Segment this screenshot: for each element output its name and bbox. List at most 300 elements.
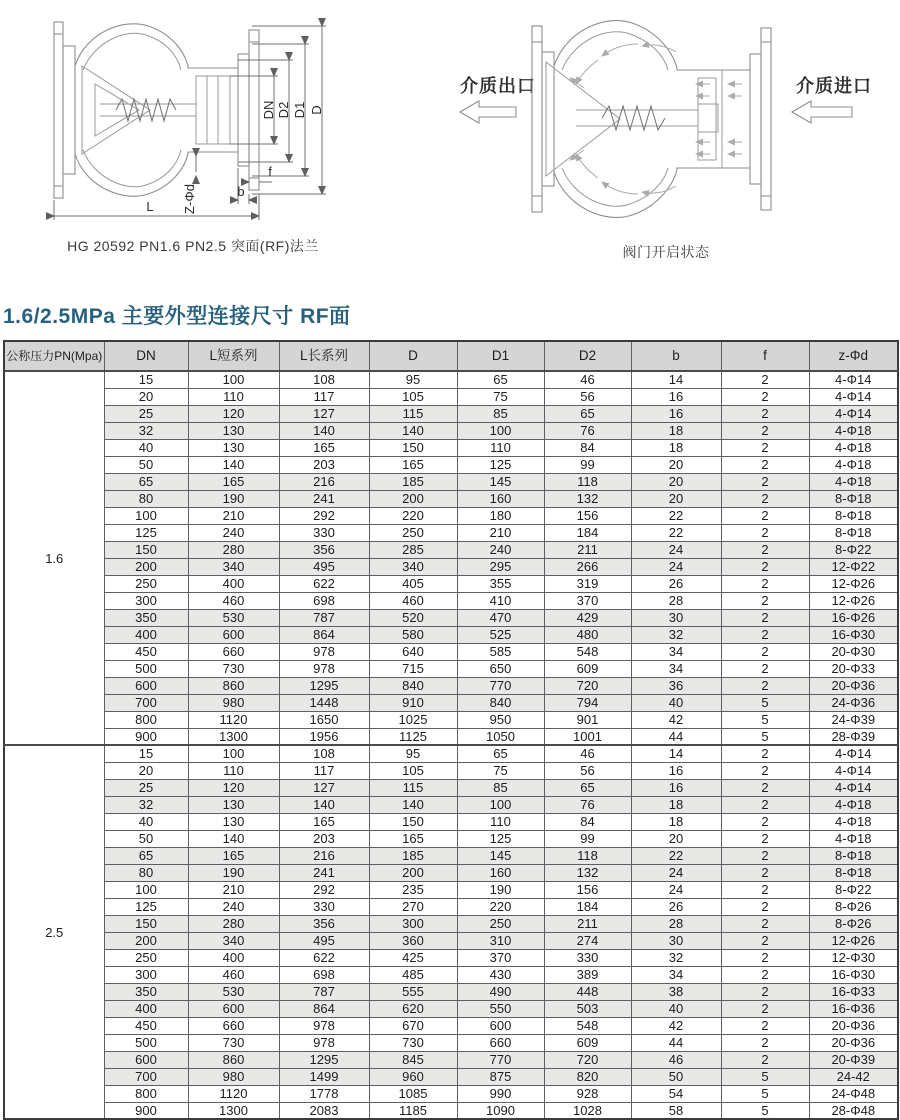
table-cell: 24-Φ36 [809,694,898,711]
table-cell: 978 [279,1034,369,1051]
table-cell: 127 [279,779,369,796]
table-cell: 2 [721,1051,809,1068]
table-cell: 450 [104,643,188,660]
table-cell: 216 [279,473,369,490]
outlet-label: 介质出口 [460,76,536,96]
table-cell: 270 [369,898,457,915]
table-cell: 600 [104,677,188,694]
table-cell: 22 [631,507,721,524]
inlet-arrow-icon [792,101,852,123]
table-cell: 165 [188,473,279,490]
table-cell: 160 [457,490,544,507]
table-cell: 203 [279,456,369,473]
table-cell: 8-Φ18 [809,507,898,524]
table-cell: 500 [104,660,188,677]
inlet-label-group [792,75,872,123]
table-cell: 5 [721,1085,809,1102]
table-cell: 16 [631,762,721,779]
table-cell: 800 [104,711,188,728]
table-cell: 600 [457,1017,544,1034]
table-cell: 730 [188,660,279,677]
table-cell: 845 [369,1051,457,1068]
table-cell: 115 [369,405,457,422]
table-cell: 241 [279,864,369,881]
table-cell: 2 [721,932,809,949]
table-cell: 100 [188,745,279,762]
table-cell: 20 [631,456,721,473]
table-cell: 860 [188,1051,279,1068]
table-cell: 24 [631,864,721,881]
table-cell: 650 [457,660,544,677]
table-cell: 410 [457,592,544,609]
table-cell: 2 [721,830,809,847]
table-cell: 4-Φ18 [809,830,898,847]
table-cell: 18 [631,422,721,439]
table-cell: 548 [544,643,631,660]
table-cell: 216 [279,847,369,864]
dim-label-d1: D1 [292,101,307,119]
dim-label-dn: DN [261,100,276,120]
table-cell: 100 [104,881,188,898]
table-cell: 20 [104,388,188,405]
table-cell: 110 [457,813,544,830]
table-cell: 16-Φ36 [809,1000,898,1017]
table-row [4,1085,898,1102]
table-cell: 46 [544,371,631,388]
table-cell: 190 [188,864,279,881]
table-cell: 235 [369,881,457,898]
table-cell: 8-Φ18 [809,490,898,507]
valve-internals [82,66,196,154]
table-cell: 8-Φ26 [809,898,898,915]
table-cell: 2 [721,490,809,507]
table-cell: 292 [279,881,369,898]
table-cell: 2 [721,898,809,915]
table-cell: 44 [631,1034,721,1051]
table-cell: 5 [721,1102,809,1119]
table-cell: 34 [631,643,721,660]
table-cell: 46 [631,1051,721,1068]
table-row [4,575,898,592]
outlet-arrow-icon [460,101,516,123]
table-cell: 978 [279,1017,369,1034]
table-cell: 555 [369,983,457,1000]
table-cell: 12-Φ30 [809,949,898,966]
table-cell: 240 [188,898,279,915]
table-cell: 2 [721,422,809,439]
table-cell: 864 [279,626,369,643]
table-cell: 928 [544,1085,631,1102]
table-header-row [4,341,898,371]
table-cell: 140 [369,796,457,813]
dim-label-z-phi-d: Z-Φd [182,184,197,214]
table-cell: 585 [457,643,544,660]
dimensions-table [3,340,899,1120]
table-cell: 99 [544,456,631,473]
table-cell: 18 [631,813,721,830]
table-cell: 120 [188,405,279,422]
column-header-0: 公称压力PN(Mpa) [4,341,104,371]
table-row [4,507,898,524]
table-cell: 1028 [544,1102,631,1119]
table-cell: 165 [279,439,369,456]
table-cell: 100 [457,796,544,813]
table-cell: 2 [721,966,809,983]
table-cell: 266 [544,558,631,575]
table-cell: 130 [188,439,279,456]
table-cell: 600 [188,1000,279,1017]
table-cell: 370 [544,592,631,609]
table-cell: 15 [104,745,188,762]
table-cell: 1295 [279,677,369,694]
table-cell: 20 [104,762,188,779]
table-cell: 400 [188,575,279,592]
table-cell: 76 [544,796,631,813]
table-cell: 36 [631,677,721,694]
table-cell: 300 [104,966,188,983]
table-cell: 50 [631,1068,721,1085]
table-cell: 18 [631,439,721,456]
table-cell: 622 [279,575,369,592]
valve-body [75,24,238,196]
table-cell: 32 [631,949,721,966]
table-cell: 190 [457,881,544,898]
table-cell: 470 [457,609,544,626]
table-cell: 20 [631,830,721,847]
table-cell: 2 [721,1000,809,1017]
table-cell: 978 [279,643,369,660]
table-cell: 180 [457,507,544,524]
table-cell: 76 [544,422,631,439]
table-cell: 4-Φ14 [809,762,898,779]
drawings-section [0,0,900,268]
table-cell: 285 [369,541,457,558]
table-row [4,541,898,558]
table-row [4,711,898,728]
table-cell: 4-Φ18 [809,439,898,456]
table-cell: 200 [104,932,188,949]
table-cell: 26 [631,575,721,592]
table-cell: 14 [631,371,721,388]
table-cell: 2 [721,524,809,541]
table-cell: 280 [188,541,279,558]
table-cell: 190 [188,490,279,507]
column-header-3: L长系列 [279,341,369,371]
table-row [4,932,898,949]
table-cell: 460 [188,966,279,983]
table-cell: 700 [104,1068,188,1085]
table-cell: 105 [369,388,457,405]
table-cell: 1295 [279,1051,369,1068]
table-cell: 2 [721,762,809,779]
table-cell: 8-Φ18 [809,864,898,881]
table-cell: 480 [544,626,631,643]
table-cell: 2 [721,813,809,830]
table-cell: 200 [104,558,188,575]
table-cell: 425 [369,949,457,966]
table-cell: 165 [369,456,457,473]
table-cell: 840 [369,677,457,694]
table-cell: 240 [457,541,544,558]
table-cell: 609 [544,1034,631,1051]
left-drawing-caption: HG 20592 PN1.6 PN2.5 突面(RF)法兰 [67,238,319,254]
table-cell: 20 [631,490,721,507]
table-cell: 520 [369,609,457,626]
pressure-group-label: 2.5 [4,745,104,1119]
table-cell: 2 [721,779,809,796]
table-cell: 355 [457,575,544,592]
table-cell: 28-Φ39 [809,728,898,745]
table-cell: 65 [457,745,544,762]
table-cell: 250 [104,949,188,966]
table-cell: 450 [104,1017,188,1034]
table-cell: 30 [631,932,721,949]
table-cell: 2 [721,456,809,473]
table-cell: 132 [544,490,631,507]
outlet-label-group [460,75,536,123]
table-cell: 530 [188,609,279,626]
table-cell: 75 [457,762,544,779]
table-cell: 24-Φ48 [809,1085,898,1102]
table-cell: 240 [188,524,279,541]
table-cell: 2 [721,847,809,864]
table-cell: 65 [104,473,188,490]
table-cell: 250 [104,575,188,592]
table-cell: 4-Φ18 [809,796,898,813]
table-cell: 660 [188,1017,279,1034]
table-cell: 24-42 [809,1068,898,1085]
table-cell: 660 [457,1034,544,1051]
table-cell: 370 [457,949,544,966]
column-header-4: D [369,341,457,371]
table-cell: 700 [104,694,188,711]
table-cell: 46 [544,745,631,762]
table-cell: 185 [369,847,457,864]
table-cell: 1300 [188,728,279,745]
dim-label-l: L [146,199,154,214]
table-cell: 25 [104,779,188,796]
table-row [4,388,898,405]
table-cell: 24 [631,881,721,898]
table-cell: 108 [279,745,369,762]
table-cell: 24 [631,558,721,575]
table-cell: 26 [631,898,721,915]
table-cell: 350 [104,983,188,1000]
table-cell: 1050 [457,728,544,745]
table-cell: 1499 [279,1068,369,1085]
table-row [4,966,898,983]
table-cell: 548 [544,1017,631,1034]
table-cell: 720 [544,677,631,694]
table-cell: 25 [104,405,188,422]
table-cell: 430 [457,966,544,983]
table-cell: 16 [631,388,721,405]
table-cell: 2 [721,660,809,677]
right-flange [238,30,259,190]
table-cell: 8-Φ18 [809,524,898,541]
table-cell: 1778 [279,1085,369,1102]
table-row [4,1068,898,1085]
table-cell: 12-Φ26 [809,575,898,592]
table-cell: 80 [104,490,188,507]
table-cell: 330 [279,898,369,915]
table-cell: 2 [721,881,809,898]
table-cell: 4-Φ14 [809,405,898,422]
table-cell: 640 [369,643,457,660]
table-cell: 241 [279,490,369,507]
dim-label-d: D [309,105,324,115]
table-cell: 4-Φ14 [809,745,898,762]
table-cell: 65 [544,405,631,422]
table-cell: 80 [104,864,188,881]
table-cell: 730 [369,1034,457,1051]
table-cell: 360 [369,932,457,949]
column-header-6: D2 [544,341,631,371]
table-cell: 65 [457,371,544,388]
table-cell: 400 [104,626,188,643]
table-cell: 110 [188,762,279,779]
table-cell: 20-Φ36 [809,1034,898,1051]
table-cell: 117 [279,388,369,405]
table-cell: 16-Φ26 [809,609,898,626]
table-cell: 140 [188,456,279,473]
table-cell: 44 [631,728,721,745]
table-cell: 980 [188,1068,279,1085]
column-header-2: L短系列 [188,341,279,371]
table-row [4,728,898,745]
table-row [4,371,898,388]
table-row [4,915,898,932]
table-cell: 356 [279,541,369,558]
table-cell: 85 [457,405,544,422]
table-cell: 14 [631,745,721,762]
table-cell: 2 [721,864,809,881]
table-cell: 16-Φ30 [809,966,898,983]
table-cell: 1001 [544,728,631,745]
table-cell: 127 [279,405,369,422]
table-row [4,1102,898,1119]
table-cell: 84 [544,813,631,830]
table-cell: 150 [104,541,188,558]
table-row [4,422,898,439]
table-cell: 448 [544,983,631,1000]
table-cell: 108 [279,371,369,388]
table-cell: 4-Φ14 [809,388,898,405]
table-cell: 960 [369,1068,457,1085]
table-cell: 85 [457,779,544,796]
table-cell: 20-Φ30 [809,643,898,660]
table-cell: 787 [279,609,369,626]
table-cell: 132 [544,864,631,881]
table-cell: 698 [279,592,369,609]
table-cell: 620 [369,1000,457,1017]
table-row [4,626,898,643]
table-cell: 1120 [188,711,279,728]
table-cell: 1185 [369,1102,457,1119]
table-row [4,490,898,507]
table-cell: 2 [721,405,809,422]
table-row [4,898,898,915]
dim-label-b: b [237,184,245,199]
table-cell: 185 [369,473,457,490]
table-cell: 24-Φ39 [809,711,898,728]
open-valve-body [532,21,771,218]
table-cell: 820 [544,1068,631,1085]
table-cell: 280 [188,915,279,932]
table-cell: 50 [104,456,188,473]
table-cell: 40 [631,694,721,711]
table-cell: 56 [544,762,631,779]
table-cell: 600 [104,1051,188,1068]
table-cell: 211 [544,915,631,932]
table-cell: 220 [457,898,544,915]
table-cell: 130 [188,796,279,813]
table-cell: 220 [369,507,457,524]
table-cell: 2 [721,1034,809,1051]
table-cell: 5 [721,728,809,745]
left-flange [54,22,75,198]
table-cell: 22 [631,847,721,864]
table-cell: 118 [544,847,631,864]
table-cell: 12-Φ26 [809,932,898,949]
table-cell: 40 [104,813,188,830]
table-row [4,473,898,490]
table-cell: 4-Φ18 [809,813,898,830]
table-cell: 670 [369,1017,457,1034]
column-header-8: f [721,341,809,371]
table-cell: 525 [457,626,544,643]
table-cell: 1090 [457,1102,544,1119]
table-row [4,779,898,796]
table-cell: 400 [188,949,279,966]
table-cell: 2 [721,949,809,966]
table-cell: 4-Φ14 [809,779,898,796]
table-row [4,983,898,1000]
dim-label-f: f [268,164,272,179]
table-cell: 140 [279,796,369,813]
table-cell: 42 [631,1017,721,1034]
table-cell: 125 [104,898,188,915]
table-cell: 125 [104,524,188,541]
table-cell: 5 [721,694,809,711]
column-header-5: D1 [457,341,544,371]
table-cell: 250 [369,524,457,541]
table-cell: 490 [457,983,544,1000]
table-cell: 900 [104,728,188,745]
table-cell: 4-Φ18 [809,473,898,490]
table-cell: 389 [544,966,631,983]
column-header-1: DN [104,341,188,371]
table-cell: 901 [544,711,631,728]
table-cell: 110 [188,388,279,405]
valve-open-state-drawing [452,0,880,238]
table-cell: 330 [544,949,631,966]
table-cell: 110 [457,439,544,456]
table-cell: 787 [279,983,369,1000]
table-cell: 340 [188,932,279,949]
table-cell: 2 [721,575,809,592]
table-cell: 485 [369,966,457,983]
table-cell: 184 [544,898,631,915]
table-cell: 22 [631,524,721,541]
table-cell: 58 [631,1102,721,1119]
table-cell: 34 [631,966,721,983]
table-cell: 1300 [188,1102,279,1119]
table-cell: 200 [369,864,457,881]
table-cell: 340 [188,558,279,575]
table-cell: 1025 [369,711,457,728]
table-cell: 18 [631,796,721,813]
